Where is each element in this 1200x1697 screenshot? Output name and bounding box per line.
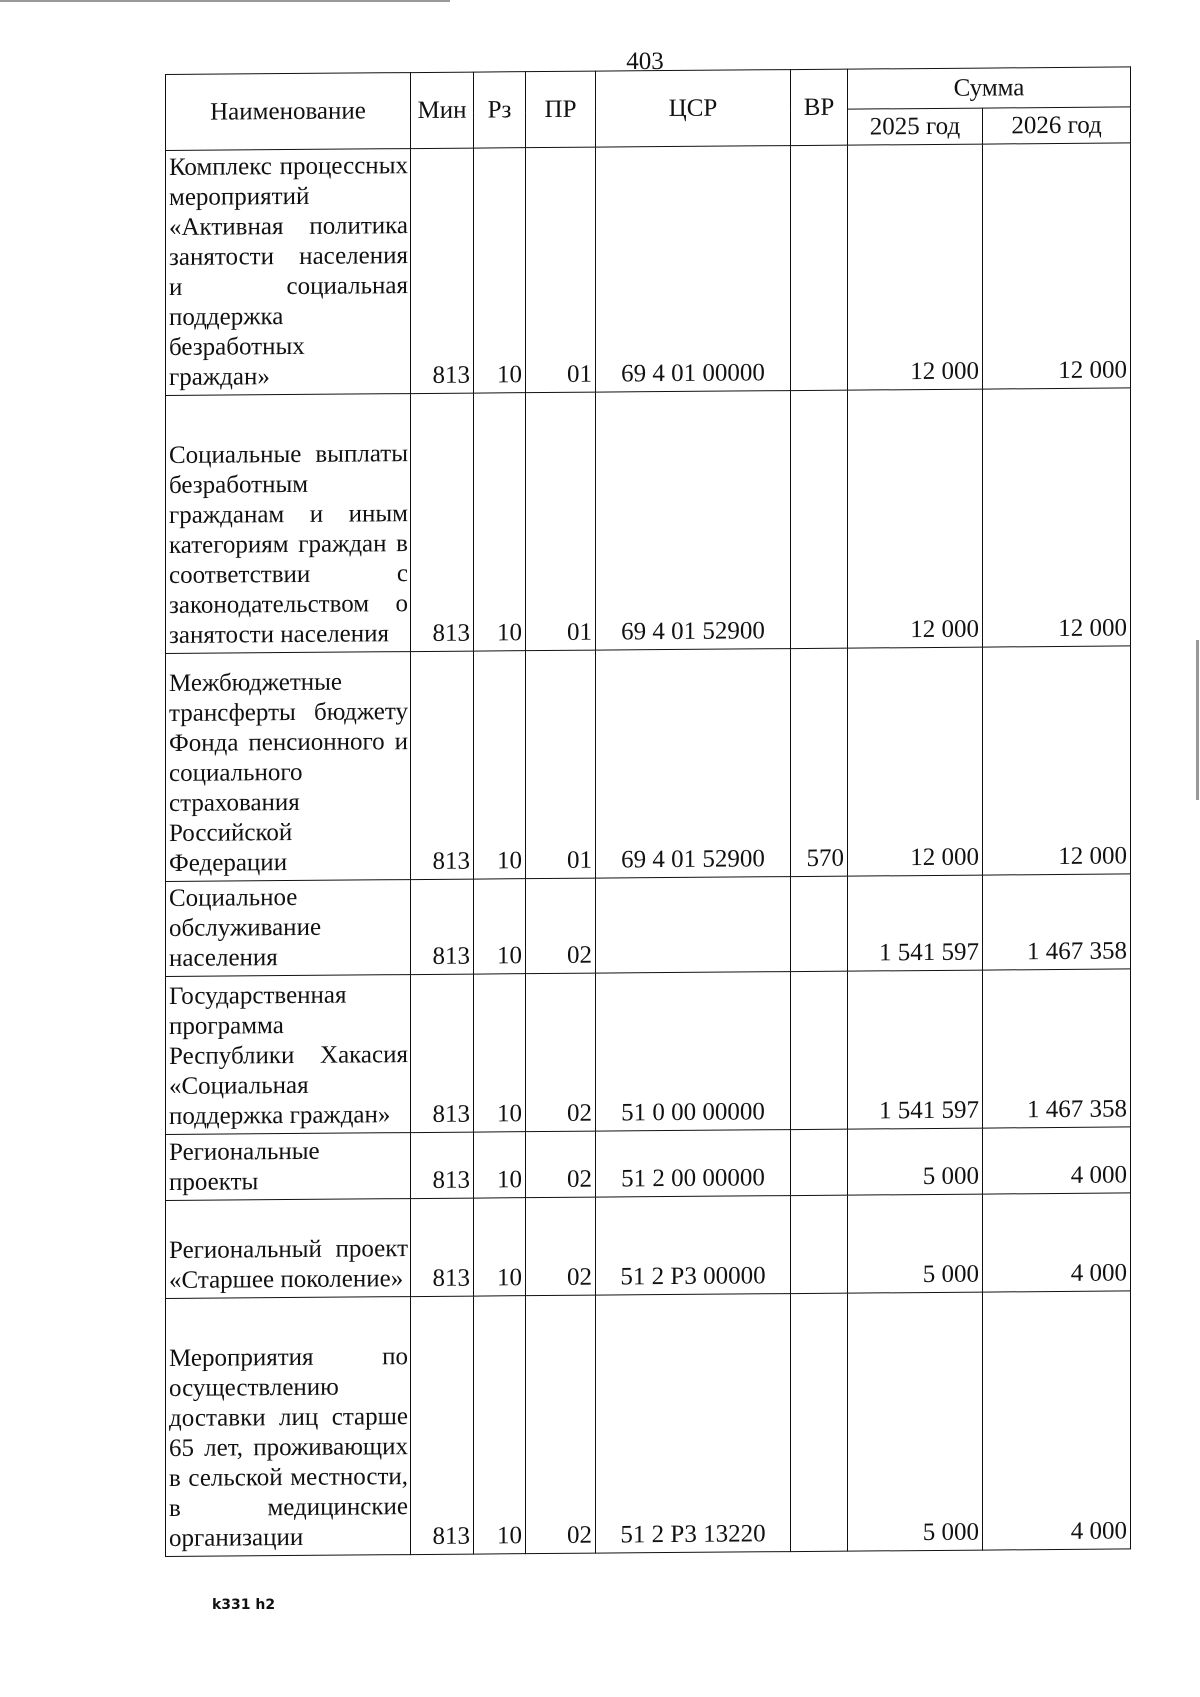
row-vr [791,876,848,971]
row-rz: 10 [474,974,526,1132]
scan-edge-top [0,0,450,2]
row-2025: 5 000 [848,1128,983,1195]
row-rz: 10 [474,1132,526,1198]
row-csr: 51 2 00 00000 [596,1130,791,1198]
row-vr [791,1129,848,1195]
row-name: Социальное обслуживание населения [166,880,411,977]
row-min: 813 [411,879,474,974]
header-2025: 2025 год [848,108,983,145]
row-name: Межбюджетные трансферты бюджету Фонда пенсионного и социального страхования Российской Федерации [166,652,411,882]
row-pr: 02 [526,878,596,974]
row-name: Региональный проект «Старшее поколение» [166,1199,411,1299]
row-vr [791,390,848,648]
row-name: Социальные выплаты безработным гражданам и иным категориям граждан в соответствии с законодательством о занятости населения [166,394,411,654]
footer-code: k331 h2 [212,1597,276,1613]
row-2026: 4 000 [983,1291,1131,1550]
row-rz: 10 [474,879,526,974]
row-csr: 51 2 Р3 13220 [596,1294,791,1554]
page-number: 403 [626,48,664,75]
header-name: Наименование [166,73,411,151]
row-pr: 02 [526,1131,596,1198]
row-2026: 12 000 [983,143,1131,389]
row-min: 813 [411,651,474,879]
header-csr: ЦСР [596,70,791,148]
header-sum: Сумма [848,67,1131,109]
table-row [166,874,1131,977]
row-2025: 1 541 597 [848,875,983,971]
header-pr: ПР [526,71,596,148]
row-min: 813 [411,393,474,651]
row-min: 813 [411,974,474,1132]
header-min: Мин [411,72,474,148]
row-rz: 10 [474,651,526,879]
row-min: 813 [411,148,474,393]
row-2025: 1 541 597 [848,970,983,1129]
row-name: Комплекс процессных мероприятий «Активная политика занятости населения и социальная поддержка безработных граждан» [166,149,411,396]
row-pr: 01 [526,147,596,393]
row-name: Региональные проекты [166,1133,411,1201]
scan-edge-right [1196,640,1199,800]
row-csr: 69 4 01 00000 [596,146,791,393]
row-pr: 02 [526,1295,596,1554]
row-min: 813 [411,1198,474,1296]
row-min: 813 [411,1296,474,1554]
row-csr [596,877,791,974]
row-2025: 5 000 [848,1292,983,1551]
row-name: Мероприятия по осуществлению доставки лиц старше 65 лет, проживающих в сельской местности, в медицинские организации [166,1297,411,1557]
row-csr: 69 4 01 52900 [596,649,791,879]
row-min: 813 [411,1132,474,1198]
row-2025: 5 000 [848,1194,983,1293]
row-2026: 4 000 [983,1127,1131,1194]
table-row [166,969,1131,1135]
row-2026: 1 467 358 [983,874,1131,970]
row-vr [791,971,848,1129]
row-2026: 12 000 [983,388,1131,647]
row-2026: 1 467 358 [983,969,1131,1128]
table-row [166,1127,1131,1201]
header-vr: ВР [791,69,848,145]
table-row [166,646,1131,882]
row-rz: 10 [474,1198,526,1296]
row-rz: 10 [474,1296,526,1554]
header-2026: 2026 год [983,107,1131,144]
table-row [166,388,1131,654]
row-csr: 51 2 Р3 00000 [596,1196,791,1296]
row-vr: 570 [791,648,848,876]
row-rz: 10 [474,393,526,651]
row-csr: 69 4 01 52900 [596,391,791,651]
row-pr: 02 [526,973,596,1132]
row-2025: 12 000 [848,389,983,648]
table-row [166,1193,1131,1299]
row-2025: 12 000 [848,144,983,390]
row-pr: 01 [526,650,596,879]
header-rz: Рз [474,72,526,148]
row-rz: 10 [474,148,526,393]
row-pr: 01 [526,392,596,651]
table-row [166,1291,1131,1557]
budget-table-wrap [165,66,1130,1557]
table-row [166,143,1131,396]
budget-table [165,66,1131,1557]
row-vr [791,1293,848,1551]
row-vr [791,145,848,390]
row-csr: 51 0 00 00000 [596,972,791,1132]
row-name: Государственная программа Республики Хакасия «Социальная поддержка граждан» [166,975,411,1135]
row-2025: 12 000 [848,647,983,876]
row-vr [791,1195,848,1293]
row-pr: 02 [526,1197,596,1296]
row-2026: 4 000 [983,1193,1131,1292]
row-2026: 12 000 [983,646,1131,875]
